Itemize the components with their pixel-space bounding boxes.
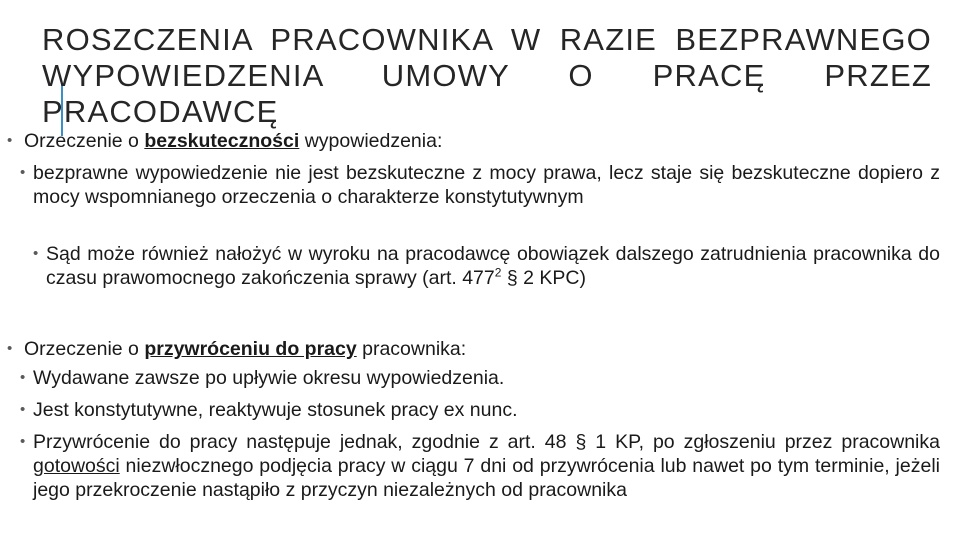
section1-subpoint-1: • Sąd może również nałożyć w wyroku na pracodawcę obowiązek dalszego zatrudnienia pracownika do czasu prawomocnego zakończenia sprawy (art. $477^2$ § 2 KPC) [33,243,940,289]
bullet-icon: • [7,340,13,357]
section1-heading: • Orzeczenie o bezskuteczności wypowiedzenia: [7,130,443,152]
bezskutecznosc-keyword: bezskuteczności [144,130,300,152]
bullet-icon: • [20,433,26,450]
przywrocenie-keyword: przywróceniu do pracy [144,338,357,360]
gotowosc-keyword: gotowości [33,455,120,477]
section2-point-3: • Przywrócenie do pracy następuje jednak, zgodnie z art. 48 § 1 KP, po zgłoszeniu przez pracownika gotowości niezwłocznego podjęcia pracy w ciągu 7 dni od przywrócenia lub nawet po tym terminie, jeżeli jego przekroczenie nastąpiło z przyczyn niezależnych od pracownika [20,431,940,501]
bullet-icon: • [7,132,13,149]
bullet-icon: • [33,245,39,262]
section2-heading: • Orzeczenie o przywróceniu do pracy pracownika: [7,338,467,360]
section1-point-1: • bezprawne wypowiedzenie nie jest bezskuteczne z mocy prawa, lecz staje się bezskuteczne dopiero z mocy wspomnianego orzeczenia o charakterze konstytutywnym [20,162,940,208]
section2-point-2: • Jest konstytutywne, reaktywuje stosunek pracy ex nunc. [20,399,518,421]
bullet-icon: • [20,164,26,181]
bullet-icon: • [20,369,26,386]
section2-point-1: • Wydawane zawsze po upływie okresu wypowiedzenia. [20,367,505,389]
slide-title: ROSZCZENIA PRACOWNIKA W RAZIE BEZPRAWNEGO WYPOWIEDZENIA UMOWY O PRACĘ PRZEZ PRACODAWCĘ [42,22,932,129]
bullet-icon: • [20,401,26,418]
